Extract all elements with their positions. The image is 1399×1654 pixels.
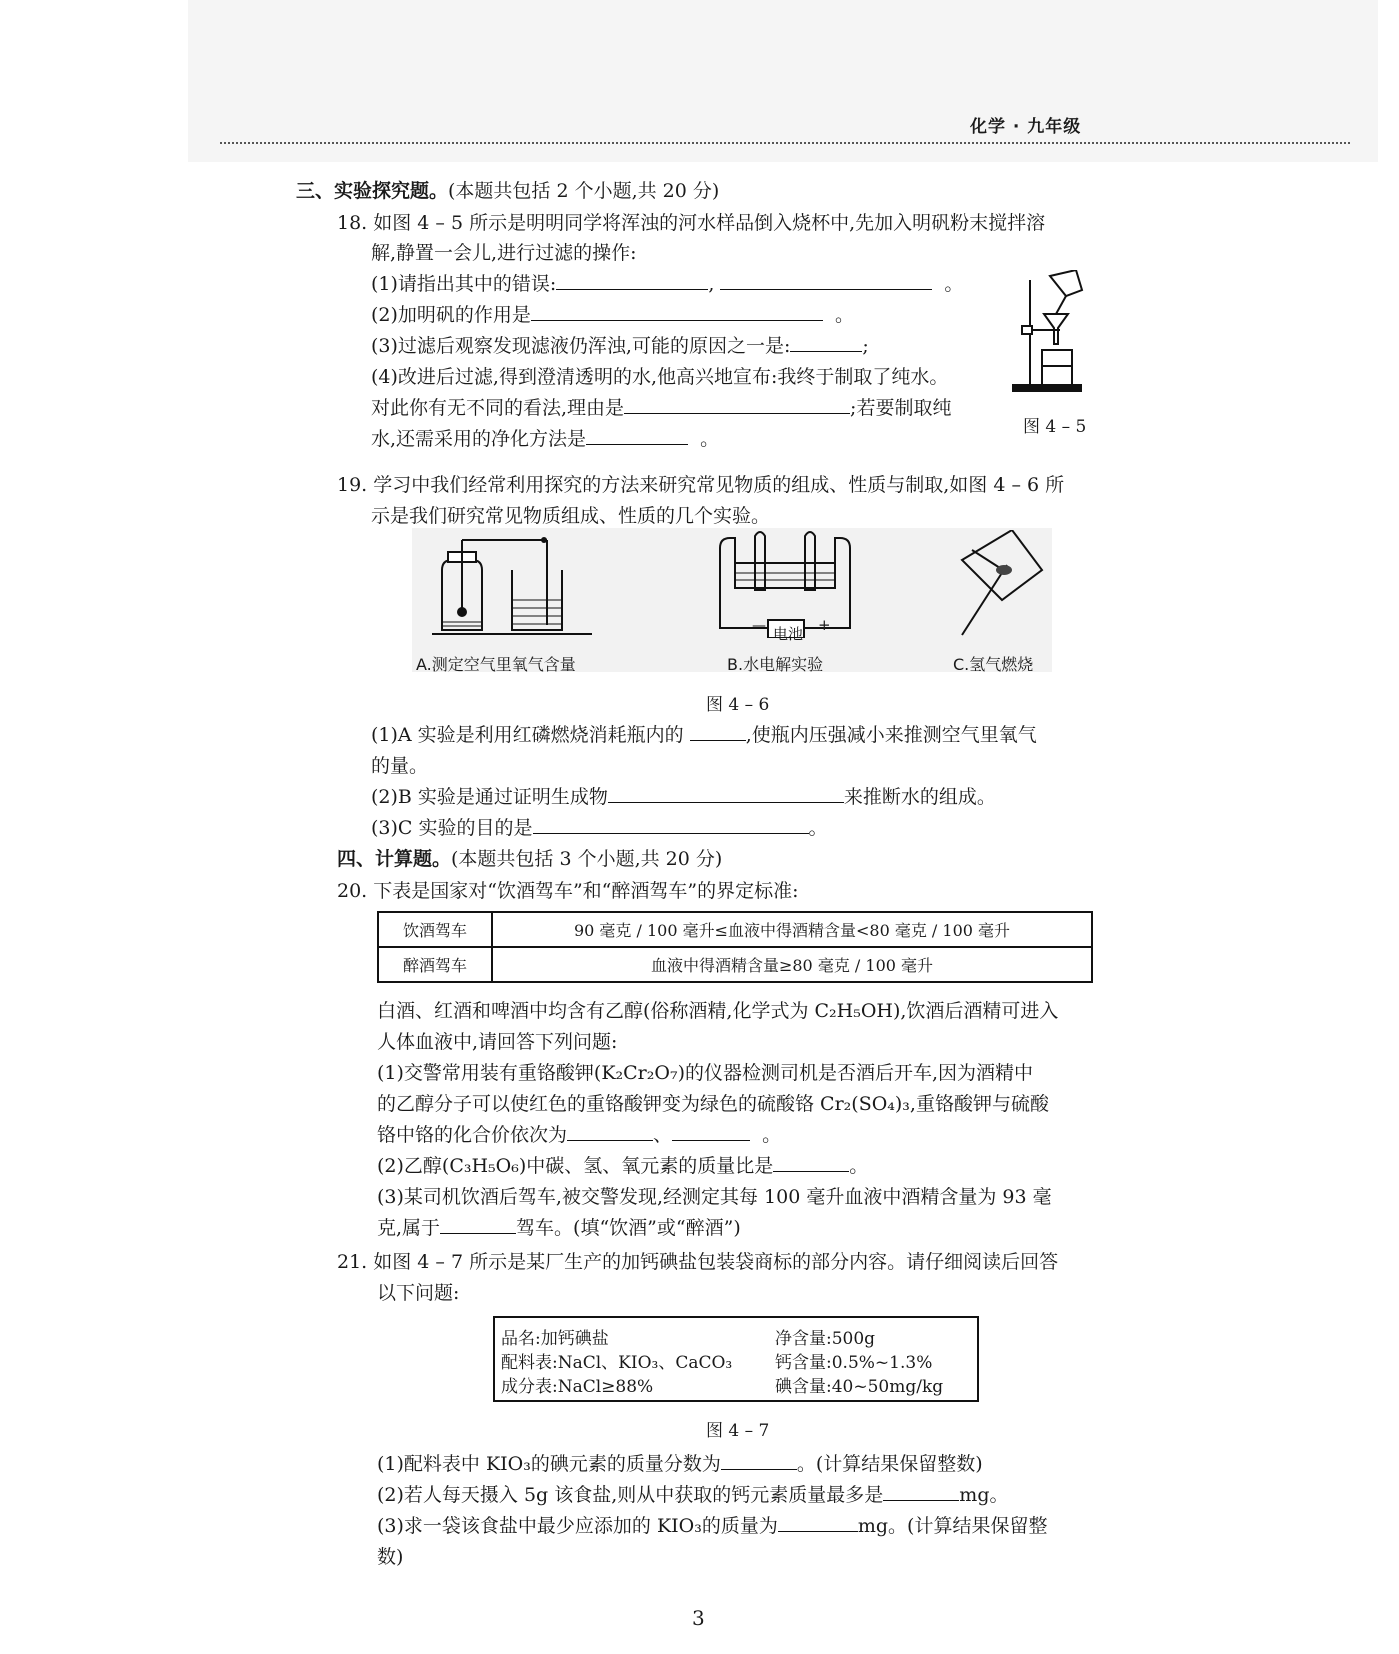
drunk-driving-standard-table [377, 911, 1093, 983]
q18-part3 [371, 333, 869, 359]
page-number: 3 [692, 1606, 705, 1630]
figure-4-6-caption-a: A.测定空气里氧气含量 [416, 655, 576, 674]
q18-part3-end: ; [862, 335, 869, 357]
figure-4-7-caption: 图 4 – 7 [706, 1421, 770, 1441]
q19-part3 [371, 815, 828, 841]
q20-intro-line2: 人体血液中,请回答下列问题: [377, 1031, 618, 1053]
q20-line1: 20. 下表是国家对“饮酒驾车”和“醉酒驾车”的界定标准: [337, 880, 799, 902]
section3-heading [296, 178, 719, 204]
q20-answer-blank-1b[interactable] [672, 1122, 750, 1141]
filtration-apparatus-figure [1010, 270, 1100, 400]
figure-4-6-caption-c: C.氢气燃烧 [953, 655, 1034, 674]
q20-part1-sep: 、 [653, 1124, 673, 1146]
section4-title: 四、计算题。 [337, 848, 452, 870]
q21-part2 [377, 1482, 1008, 1508]
section4-note: (本题共包括 3 个小题,共 20 分) [451, 848, 723, 870]
q18-line2: 解,静置一会儿,进行过滤的操作: [371, 242, 637, 264]
q21-answer-blank-3[interactable] [778, 1513, 858, 1532]
q20-part3-line2 [377, 1215, 741, 1241]
q18-answer-blank-4a[interactable] [624, 395, 850, 414]
table-cell-label: 饮酒驾车 [378, 912, 492, 947]
q19-part2 [371, 784, 996, 810]
q19-part2-end: 来推断水的组成。 [843, 786, 996, 808]
q20-part2-end: 。 [849, 1155, 869, 1177]
oxygen-measurement-apparatus-figure [432, 530, 602, 640]
table-cell-value: 血液中得酒精含量≥80 毫克 / 100 毫升 [492, 947, 1092, 982]
salt-ingredients: 配料表:NaCl、KIO₃、CaCO₃ [501, 1353, 733, 1373]
q21-part3-end: mg。(计算结果保留整 [857, 1515, 1048, 1537]
q18-answer-blank-2[interactable] [531, 302, 823, 321]
salt-iodine-content: 碘含量:40~50mg/kg [775, 1377, 944, 1397]
header-divider [220, 142, 1350, 144]
q20-answer-blank-2[interactable] [773, 1153, 849, 1172]
section3-title: 三、实验探究题。 [296, 180, 449, 202]
q19-answer-blank-3[interactable] [533, 815, 809, 834]
table-row [378, 912, 1092, 947]
salt-composition: 成分表:NaCl≥88% [501, 1377, 654, 1397]
battery-plus-sign: + [818, 616, 831, 634]
salt-calcium-content: 钙含量:0.5%~1.3% [775, 1353, 933, 1373]
q18-part4-b-end: ;若要制取纯 [850, 397, 952, 419]
q19-part1-c: 的量。 [371, 755, 429, 777]
table-cell-label: 醉酒驾车 [378, 947, 492, 982]
q20-answer-blank-1a[interactable] [567, 1122, 653, 1141]
q18-answer-blank-1b[interactable] [720, 271, 932, 290]
q18-part2 [371, 302, 854, 328]
q19-part3-text: (3)C 实验的目的是 [371, 817, 533, 839]
q18-part4-b [371, 395, 951, 421]
q21-part3-line1 [377, 1513, 1047, 1539]
q18-part1-end: 。 [944, 273, 964, 295]
q20-part3-end: 驾车。(填“饮酒”或“醉酒”) [516, 1217, 741, 1239]
battery-label: 电池 [773, 625, 804, 643]
q20-part2 [377, 1153, 868, 1179]
q18-part2-text: (2)加明矾的作用是 [371, 304, 531, 326]
salt-package-label [493, 1316, 979, 1402]
figure-4-6-number: 图 4 – 6 [706, 695, 770, 715]
q18-part1-comma: , [708, 273, 715, 295]
q21-part3-line2: 数) [377, 1546, 404, 1568]
section4-heading [337, 846, 722, 872]
q21-answer-blank-2[interactable] [883, 1482, 959, 1501]
q18-line1: 18. 如图 4 – 5 所示是明明同学将浑浊的河水样品倒入烧杯中,先加入明矾粉末搅拌溶 [337, 212, 1046, 234]
q19-part3-end: 。 [808, 817, 828, 839]
q18-answer-blank-1a[interactable] [556, 271, 708, 290]
q21-part3-text: (3)求一袋该食盐中最少应添加的 KIO₃的质量为 [377, 1515, 778, 1537]
q19-part1 [371, 722, 1037, 748]
q21-part2-text: (2)若人每天摄入 5g 该食盐,则从中获取的钙元素质量最多是 [377, 1484, 884, 1506]
q21-part1-text: (1)配料表中 KIO₃的碘元素的质量分数为 [377, 1453, 721, 1475]
table-cell-value: 90 毫克 / 100 毫升≤血液中得酒精含量<80 毫克 / 100 毫升 [492, 912, 1092, 947]
q21-line2: 以下问题: [377, 1282, 460, 1304]
q21-answer-blank-1[interactable] [721, 1451, 797, 1470]
q20-part3-line1: (3)某司机饮酒后驾车,被交警发现,经测定其每 100 毫升血液中酒精含量为 93 毫 [377, 1186, 1052, 1208]
q20-answer-blank-3[interactable] [440, 1215, 516, 1234]
q19-answer-blank-2[interactable] [608, 784, 844, 803]
q19-part2-text: (2)B 实验是通过证明生成物 [371, 786, 608, 808]
q19-answer-blank-1[interactable] [690, 722, 746, 741]
q18-part4-c-end: 。 [700, 428, 720, 450]
q18-part4: (4)改进后过滤,得到澄清透明的水,他高兴地宣布:我终于制取了纯水。 [371, 366, 949, 388]
q19-line1: 19. 学习中我们经常利用探究的方法来研究常见物质的组成、性质与制取,如图 4 – 6 所 [337, 474, 1065, 496]
q20-part1-line2: 的乙醇分子可以使红色的重铬酸钾变为绿色的硫酸铬 Cr₂(SO₄)₃,重铬酸钾与硫酸 [377, 1093, 1049, 1115]
salt-product-name: 品名:加钙碘盐 [501, 1329, 609, 1349]
q18-answer-blank-3[interactable] [790, 333, 862, 352]
q20-part1-text: 铬中铬的化合价依次为 [377, 1124, 568, 1146]
figure-4-5-caption: 图 4 – 5 [1023, 417, 1087, 437]
q18-part4-c-text: 水,还需采用的净化方法是 [371, 428, 587, 450]
q18-part4-b-text: 对此你有无不同的看法,理由是 [371, 397, 625, 419]
battery-minus-sign: — [752, 618, 766, 634]
section3-note: (本题共包括 2 个小题,共 20 分) [448, 180, 720, 202]
q18-part1 [371, 271, 963, 297]
q20-part2-text: (2)乙醇(C₃H₅O₆)中碳、氢、氧元素的质量比是 [377, 1155, 774, 1177]
q19-part1-end: ,使瓶内压强减小来推测空气里氧气 [745, 724, 1037, 746]
q20-part1-end: 。 [762, 1124, 782, 1146]
header-band [188, 0, 1378, 162]
q18-part2-end: 。 [834, 304, 854, 326]
q18-part3-text: (3)过滤后观察发现滤液仍浑浊,可能的原因之一是: [371, 335, 791, 357]
q21-part2-end: mg。 [959, 1484, 1009, 1506]
q20-part1-line1: (1)交警常用装有重铬酸钾(K₂Cr₂O₇)的仪器检测司机是否酒后开车,因为酒精中 [377, 1062, 1034, 1084]
hydrogen-combustion-figure [952, 530, 1052, 640]
q21-line1: 21. 如图 4 – 7 所示是某厂生产的加钙碘盐包装袋商标的部分内容。请仔细阅读后回答 [337, 1251, 1059, 1273]
q20-part3-text: 克,属于 [377, 1217, 441, 1239]
q19-line2: 示是我们研究常见物质组成、性质的几个实验。 [371, 505, 771, 527]
header-title: 化学 · 九年级 [970, 117, 1082, 137]
q21-part1 [377, 1451, 983, 1477]
q19-part1-text: (1)A 实验是利用红磷燃烧消耗瓶内的 [371, 724, 684, 746]
q20-intro-line1: 白酒、红酒和啤酒中均含有乙醇(俗称酒精,化学式为 C₂H₅OH),饮酒后酒精可进入 [377, 1000, 1059, 1022]
salt-net-content: 净含量:500g [775, 1329, 876, 1349]
q18-part1-text: (1)请指出其中的错误: [371, 273, 557, 295]
q18-answer-blank-4b[interactable] [586, 426, 688, 445]
q20-part1-line3 [377, 1122, 781, 1148]
table-row [378, 947, 1092, 982]
q18-part4-c [371, 426, 719, 452]
figure-4-6-caption-b: B.水电解实验 [727, 655, 824, 674]
q21-part1-end: 。(计算结果保留整数) [796, 1453, 983, 1475]
water-electrolysis-apparatus-figure [710, 528, 860, 638]
